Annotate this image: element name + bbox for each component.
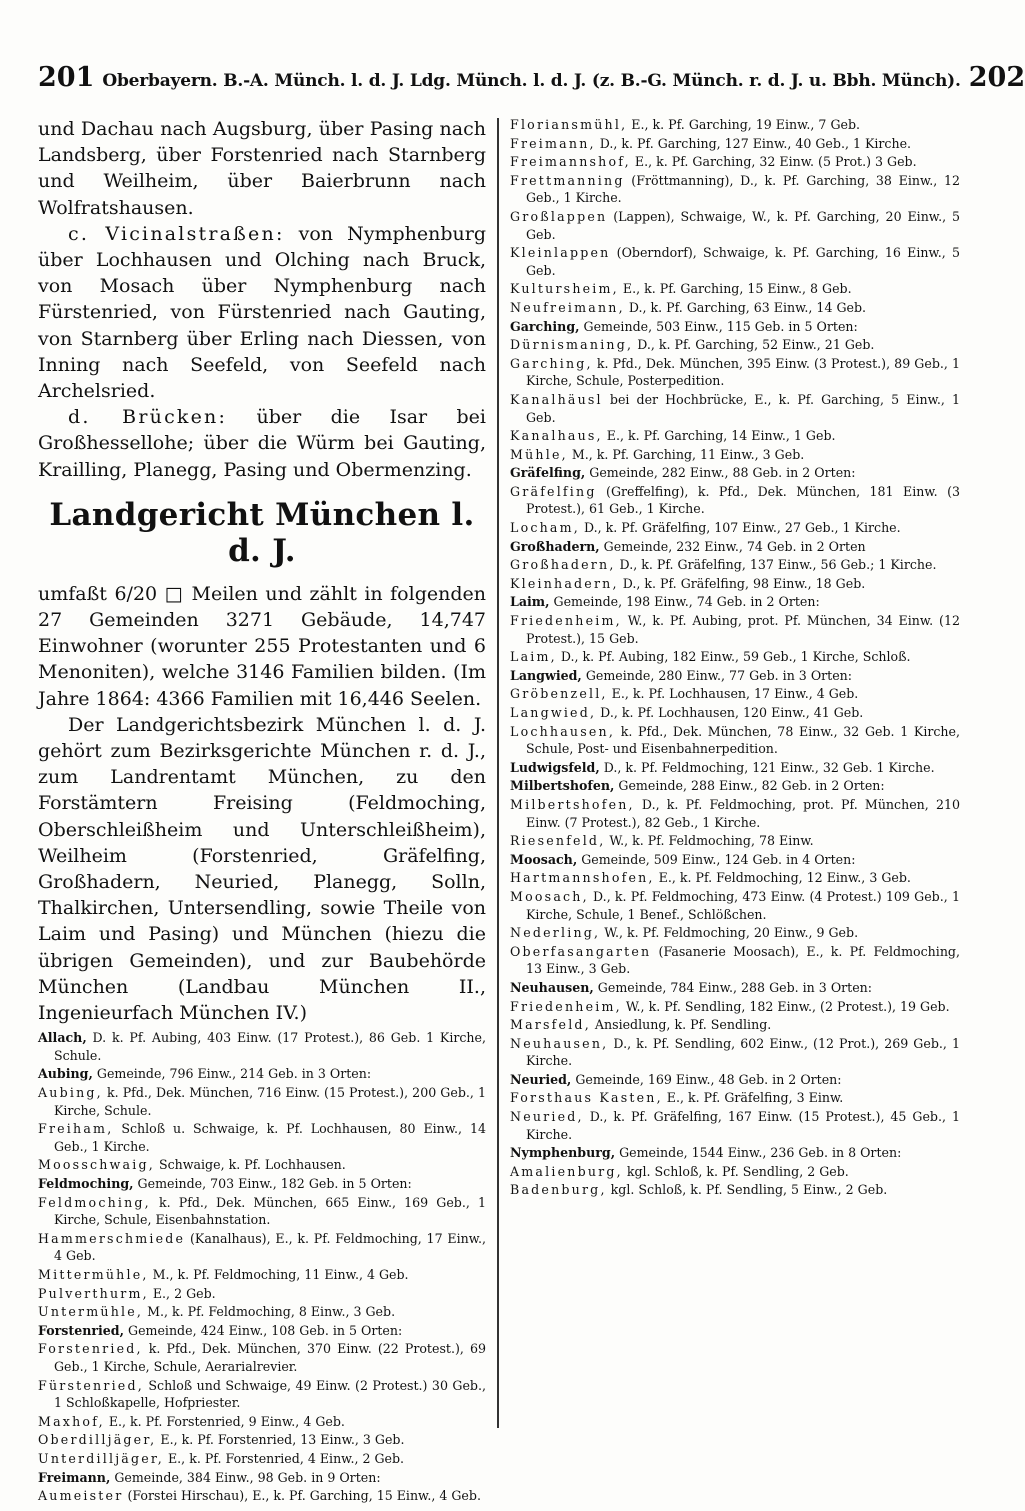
locality-text: D., k. Pf. Gräfelfing, 98 Einw., 18 Geb. (618, 575, 866, 591)
locality-text: E., k. Pf. Forstenried, 4 Einw., 2 Geb. (163, 1450, 405, 1466)
locality-text: D., k. Pf. Lochhausen, 120 Einw., 41 Geb. (596, 705, 864, 720)
municipality-entry (38, 1175, 486, 1193)
entry-name: Moosach, (510, 851, 578, 867)
locality-text: E., k. Pf. Gräfelfing, 3 Einw. (662, 1090, 844, 1106)
locality-name: Aumeister (38, 1488, 124, 1504)
locality-name: Laim, (510, 649, 557, 665)
locality-text: E., k. Pf. Lochhausen, 17 Einw., 4 Geb. (607, 686, 859, 702)
locality-name: Riesenfeld, (510, 833, 606, 849)
locality-name: Moosschwaig, (38, 1157, 155, 1173)
municipality-entry (510, 593, 960, 611)
locality-text: M., k. Pf. Feldmoching, 8 Einw., 3 Geb. (143, 1304, 396, 1320)
locality-name: Gröbenzell, (510, 686, 608, 702)
entry-text: D. k. Pf. Aubing, 403 Einw. (17 Protest.), 86 Geb. 1 Kirche, Schule. (54, 1030, 486, 1063)
locality-name: Friedenheim, (510, 998, 622, 1014)
locality-name: Neufreimann, (510, 299, 625, 315)
locality-name: Garching, (510, 355, 593, 371)
locality-text: kgl. Schloß, k. Pf. Sendling, 5 Einw., 2 Geb. (606, 1182, 888, 1198)
locality-name: Kultursheim, (510, 281, 619, 297)
locality-entry (510, 943, 960, 978)
locality-entry (38, 1194, 486, 1229)
locality-entry (38, 1413, 486, 1431)
locality-name: Dürnismaning, (510, 337, 634, 353)
entry-name: Nymphenburg, (510, 1145, 616, 1161)
locality-entry (38, 1377, 486, 1412)
locality-entry (510, 172, 960, 207)
entry-text: Gemeinde, 703 Einw., 182 Geb. in 5 Orten: (133, 1176, 412, 1192)
entry-name: Laim, (510, 594, 550, 610)
locality-name: Floriansmühl, (510, 117, 628, 132)
locality-text: E., k. Pf. Feldmoching, 12 Einw., 3 Geb. (654, 870, 911, 886)
locality-name: Maxhof, (38, 1413, 105, 1429)
locality-text: E., 2 Geb. (148, 1285, 216, 1301)
locality-text: Schloß und Schwaige, 49 Einw. (2 Protest.) 30 Geb., 1 Schloßkapelle, Hofpriester. (54, 1377, 486, 1411)
municipality-entry (510, 1071, 960, 1089)
entry-text: Gemeinde, 384 Einw., 98 Geb. in 9 Orten: (110, 1469, 381, 1485)
locality-name: Marsfeld, (510, 1017, 591, 1033)
locality-entry (510, 135, 960, 153)
bridges-paragraph (38, 404, 486, 483)
locality-name: Hartmannshofen, (510, 870, 655, 886)
locality-name: Moosach, (510, 888, 589, 904)
locality-entry (510, 1108, 960, 1143)
vicinal-roads-text: von Nymphenburg über Lochhausen und Olching nach Bruck, von Mosach über Nymphenburg nach Fürstenried, von Fürstenried nach Gauting, von Starnberg über Erling nach Diessen, von Inning nach Seefeld, von Seefeld nach Archelsried. (38, 222, 486, 403)
municipality-entry (510, 318, 960, 336)
locality-entry (510, 832, 960, 850)
locality-entry (510, 685, 960, 703)
locality-entry (510, 244, 960, 279)
locality-entry (510, 519, 960, 537)
entry-name: Allach, (38, 1030, 87, 1046)
locality-entry (510, 869, 960, 887)
locality-name: Fürstenried, (38, 1377, 144, 1393)
entry-name: Garching, (510, 318, 580, 334)
roads-paragraph: und Dachau nach Augsburg, über Pasing nach Landsberg, über Forstenried nach Starnberg und Weilheim, über Baierbrunn nach Wolfratshausen. (38, 118, 486, 219)
locality-name: Hammerschmiede (38, 1230, 186, 1246)
entry-text: Gemeinde, 784 Einw., 288 Geb. in 3 Orten: (593, 979, 873, 995)
locality-entry (38, 1230, 486, 1265)
locality-name: Oberfasangarten (510, 943, 652, 959)
entry-text: Gemeinde, 282 Einw., 88 Geb. in 2 Orten: (585, 465, 856, 481)
entry-name: Ludwigsfeld, (510, 759, 600, 775)
locality-text: D., k. Pf. Garching, 52 Einw., 21 Geb. (633, 337, 875, 353)
locality-text: (Lappen), Schwaige, W., k. Pf. Garching, 20 Einw., 5 Geb. (526, 208, 960, 242)
locality-entry (510, 704, 960, 722)
locality-name: Langwied, (510, 705, 597, 720)
entry-text: Gemeinde, 424 Einw., 108 Geb. in 5 Orten: (124, 1322, 403, 1338)
right-page-number: 202 (968, 62, 1025, 93)
locality-name: Großhadern, (510, 557, 616, 573)
locality-text: E., k. Pf. Forstenried, 9 Einw., 4 Geb. (104, 1413, 345, 1429)
page-header (38, 62, 1025, 100)
bridges-label: d. Brücken: (68, 406, 228, 429)
locality-text: M., k. Pf. Feldmoching, 11 Einw., 4 Geb. (148, 1267, 409, 1283)
locality-entry (510, 924, 960, 942)
locality-name: Mittermühle, (38, 1267, 149, 1283)
locality-name: Kleinhadern, (510, 575, 619, 591)
locality-text: D., k. Pf. Gräfelfing, 107 Einw., 27 Geb., 1 Kirche. (579, 520, 901, 536)
locality-name: Friedenheim, (510, 613, 622, 629)
locality-entry (510, 796, 960, 831)
locality-entry (38, 1156, 486, 1174)
locality-entry (510, 648, 960, 666)
locality-entry (510, 427, 960, 445)
entry-name: Feldmoching, (38, 1176, 134, 1192)
locality-name: Kanalhaus, (510, 428, 603, 444)
locality-name: Mühle, (510, 446, 568, 462)
locality-name: Milbertshofen, (510, 796, 635, 812)
locality-entry (510, 1035, 960, 1070)
locality-text: D., k. Pf. Gräfelfing, 167 Einw. (15 Protest.), 45 Geb., 1 Kirche. (526, 1109, 960, 1142)
locality-text: E., k. Pf. Garching, 19 Einw., 7 Geb. (627, 117, 861, 132)
locality-name: Neuhausen, (510, 1035, 609, 1051)
locality-entry (38, 1431, 486, 1449)
locality-name: Badenburg, (510, 1182, 607, 1198)
locality-entry (510, 116, 960, 134)
locality-name: Frettmanning (510, 172, 625, 188)
locality-name: Forsthaus Kasten, (510, 1090, 663, 1106)
section-heading: Landgericht München l. d. J. (49, 496, 475, 569)
locality-text: W., k. Pf. Sendling, 182 Einw., (2 Protest.), 19 Geb. (621, 998, 950, 1014)
locality-name: Freiham, (38, 1121, 114, 1137)
locality-entry (510, 556, 960, 574)
locality-text: D., k. Pf. Feldmoching, 473 Einw. (4 Protest.) 109 Geb., 1 Kirche, Schule, 1 Benef., Schlößchen. (526, 888, 960, 922)
gazetteer-entry (38, 1029, 486, 1064)
locality-name: Freimannshof, (510, 154, 631, 170)
entry-name: Forstenried, (38, 1322, 124, 1338)
entry-name: Aubing, (38, 1066, 93, 1082)
locality-text: (Greffelfing), k. Pfd., Dek. München, 181 Einw. (3 Protest.), 61 Geb., 1 Kirche. (526, 483, 960, 517)
locality-name: Feldmoching, (38, 1194, 151, 1210)
locality-text: k. Pfd., Dek. München, 78 Einw., 32 Geb. 1 Kirche, Schule, Post- und Eisenbahnerpedition. (526, 723, 960, 757)
vicinal-roads-paragraph (38, 221, 486, 404)
locality-name: Freimann, (510, 135, 596, 151)
locality-entry (510, 446, 960, 464)
locality-entry (38, 1340, 486, 1375)
locality-text: W., k. Pf. Aubing, prot. Pf. München, 34 Einw. (12 Protest.), 15 Geb. (526, 613, 960, 646)
locality-text: Schloß u. Schwaige, k. Pf. Lochhausen, 80 Einw., 14 Geb., 1 Kirche. (54, 1121, 486, 1154)
locality-text: Schwaige, k. Pf. Lochhausen. (154, 1157, 346, 1173)
locality-text: M., k. Pf. Garching, 11 Einw., 3 Geb. (567, 446, 805, 462)
locality-name: Unterdilljäger, (38, 1450, 164, 1466)
locality-text: bei der Hochbrücke, E., k. Pf. Garching, 5 Einw., 1 Geb. (526, 391, 960, 425)
locality-name: Gräfelfing (510, 483, 597, 499)
locality-entry (510, 299, 960, 317)
locality-text: D., k. Pf. Feldmoching, prot. Pf. München, 210 Einw. (7 Protest.), 82 Geb., 1 Kirche. (526, 796, 960, 830)
locality-text: k. Pfd., Dek. München, 716 Einw. (15 Protest.), 200 Geb., 1 Kirche, Schule. (54, 1085, 486, 1118)
locality-name: Kanalhäusl (510, 391, 603, 407)
locality-text: k. Pfd., Dek. München, 370 Einw. (22 Protest.), 69 Geb., 1 Kirche, Schule, Aerarialrevier. (54, 1341, 486, 1374)
locality-entry (510, 888, 960, 923)
locality-entry (38, 1285, 486, 1303)
locality-entry (38, 1487, 486, 1505)
locality-text: (Fröttmanning), D., k. Pf. Garching, 38 Einw., 12 Geb., 1 Kirche. (526, 172, 960, 206)
entry-text: Gemeinde, 509 Einw., 124 Geb. in 4 Orten: (577, 851, 856, 867)
locality-name: Aubing, (38, 1085, 103, 1101)
locality-text: Ansiedlung, k. Pf. Sendling. (590, 1017, 772, 1033)
locality-entry (510, 336, 960, 354)
entry-text: Gemeinde, 198 Einw., 74 Geb. in 2 Orten: (549, 594, 820, 610)
entry-name: Neuhausen, (510, 979, 594, 995)
locality-name: Pulverthurm, (38, 1285, 149, 1301)
locality-text: (Kanalhaus), E., k. Pf. Feldmoching, 17 Einw., 4 Geb. (54, 1230, 486, 1264)
locality-name: Amalienburg, (510, 1163, 623, 1179)
locality-entry (510, 1163, 960, 1181)
locality-text: kgl. Schloß, k. Pf. Sendling, 2 Geb. (622, 1163, 849, 1179)
district-description-paragraph: Der Landgerichtsbezirk München l. d. J. gehört zum Bezirksgerichte München r. d. J., zum Landrentamt München, zu den Forstämtern Freising (Feldmoching, Oberschleißheim und Unterschleißheim), Weilheim (Forstenried, Gräfelfing, Großhadern, Neuried, Planegg, Solln, Thalkirchen, Untersendling, sowie Theile von Laim und Pasing) und München (hiezu die übrigen Gemeinden), und zur Baubehörde München (Landbau München II., Ingenieurfach München IV.) (38, 713, 486, 1025)
left-column (38, 116, 486, 1504)
locality-entry (510, 391, 960, 426)
locality-entry (38, 1120, 486, 1155)
entry-text: Gemeinde, 169 Einw., 48 Geb. in 2 Orten: (571, 1071, 842, 1087)
entry-text: Gemeinde, 288 Einw., 82 Geb. in 2 Orten: (614, 778, 885, 794)
locality-text: D., k. Pf. Garching, 63 Einw., 14 Geb. (624, 299, 867, 315)
entry-name: Neuried, (510, 1071, 572, 1087)
entry-text: Gemeinde, 232 Einw., 74 Geb. in 2 Orten (599, 538, 866, 554)
locality-name: Nederling, (510, 925, 601, 941)
entry-name: Langwied, (510, 667, 582, 683)
right-column (510, 116, 960, 1486)
locality-name: Lochhausen, (510, 723, 616, 739)
entry-name: Freimann, (38, 1469, 111, 1485)
entry-name: Großhadern, (510, 538, 600, 554)
locality-entry (510, 998, 960, 1016)
municipality-entry (510, 1144, 960, 1162)
locality-text: D., k. Pf. Gräfelfing, 137 Einw., 56 Geb.; 1 Kirche. (615, 557, 937, 573)
locality-entry (510, 723, 960, 758)
locality-entry (38, 1084, 486, 1119)
locality-entry (510, 1089, 960, 1107)
left-page-number: 201 (38, 62, 95, 93)
locality-entry (510, 612, 960, 647)
municipality-entry (38, 1469, 486, 1487)
locality-entry (38, 1266, 486, 1284)
entry-name: Gräfelfing, (510, 465, 586, 481)
locality-name: Forstenried, (38, 1341, 143, 1357)
locality-entry (38, 1303, 486, 1321)
gazetteer-entry (510, 759, 960, 777)
column-divider (497, 118, 499, 1428)
locality-text: D., k. Pf. Aubing, 182 Einw., 59 Geb., 1 Kirche, Schloß. (556, 649, 911, 665)
locality-entry (510, 280, 960, 298)
municipality-entry (510, 464, 960, 482)
locality-text: D., k. Pf. Garching, 127 Einw., 40 Geb., 1 Kirche. (595, 135, 912, 151)
vicinal-roads-label: c. Vicinalstraßen: (68, 222, 285, 245)
locality-text: E., k. Pf. Garching, 14 Einw., 1 Geb. (602, 428, 836, 444)
locality-entry (510, 1016, 960, 1034)
locality-name: Untermühle, (38, 1304, 144, 1320)
entry-text: Gemeinde, 796 Einw., 214 Geb. in 3 Orten: (92, 1066, 372, 1082)
locality-name: Kleinlappen (510, 245, 611, 261)
locality-text: k. Pfd., Dek. München, 395 Einw. (3 Protest.), 89 Geb., 1 Kirche, Schule, Posterpedition. (526, 355, 960, 389)
locality-entry (510, 1181, 960, 1199)
municipality-entry (38, 1065, 486, 1083)
entry-text: Gemeinde, 1544 Einw., 236 Geb. in 8 Orten: (615, 1145, 902, 1161)
municipality-entry (510, 979, 960, 997)
locality-entry (510, 575, 960, 593)
locality-text: E., k. Pf. Garching, 32 Einw. (5 Prot.) 3 Geb. (630, 154, 917, 170)
district-summary-paragraph: umfaßt 6/20 □ Meilen und zählt in folgenden 27 Gemeinden 3271 Gebäude, 14,747 Einwohner (worunter 255 Protestanten und 6 Menoniten), welche 3146 Familien bilden. (Im Jahre 1864: 4366 Familien mit 16,446 Seelen. (38, 582, 486, 710)
locality-text: (Fasanerie Moosach), E., k. Pf. Feldmoching, 13 Einw., 3 Geb. (526, 943, 960, 977)
locality-text: W., k. Pf. Feldmoching, 78 Einw. (605, 833, 814, 849)
entry-text: Gemeinde, 280 Einw., 77 Geb. in 3 Orten: (581, 667, 853, 683)
locality-entry (510, 208, 960, 243)
municipality-entry (510, 667, 960, 685)
entry-text: D., k. Pf. Feldmoching, 121 Einw., 32 Geb. 1 Kirche. (599, 759, 935, 775)
entry-name: Milbertshofen, (510, 778, 615, 794)
locality-text: k. Pfd., Dek. München, 665 Einw., 169 Geb., 1 Kirche, Schule, Eisenbahnstation. (54, 1194, 486, 1228)
running-title: Oberbayern. B.-A. Münch. l. d. J. Ldg. Münch. l. d. J. (z. B.-G. Münch. r. d. J. u. Bbh. Münch). (102, 71, 961, 91)
bridges-text: über die Isar bei Großhessellohe; über die Würm bei Gauting, Krailling, Planegg, Pasing und Obermenzing. (38, 406, 486, 481)
locality-name: Oberdilljäger, (38, 1432, 157, 1448)
locality-name: Großlappen (510, 208, 608, 224)
locality-entry (38, 1450, 486, 1468)
municipality-entry (510, 777, 960, 795)
locality-text: D., k. Pf. Sendling, 602 Einw., (12 Prot.), 269 Geb., 1 Kirche. (526, 1035, 960, 1069)
locality-text: E., k. Pf. Garching, 15 Einw., 8 Geb. (618, 281, 852, 297)
locality-text: W., k. Pf. Feldmoching, 20 Einw., 9 Geb. (600, 925, 859, 941)
locality-name: Locham, (510, 520, 580, 536)
entry-text: Gemeinde, 503 Einw., 115 Geb. in 5 Orten: (579, 318, 858, 334)
locality-text: (Forstei Hirschau), E., k. Pf. Garching, 15 Einw., 4 Geb. (123, 1488, 481, 1504)
municipality-entry (38, 1322, 486, 1340)
municipality-entry (510, 851, 960, 869)
locality-entry (510, 355, 960, 390)
locality-text: (Oberndorf), Schwaige, k. Pf. Garching, 16 Einw., 5 Geb. (526, 245, 960, 278)
locality-name: Neuried, (510, 1109, 584, 1125)
locality-text: E., k. Pf. Forstenried, 13 Einw., 3 Geb. (156, 1432, 405, 1448)
municipality-entry (510, 538, 960, 556)
locality-entry (510, 153, 960, 171)
locality-entry (510, 483, 960, 518)
